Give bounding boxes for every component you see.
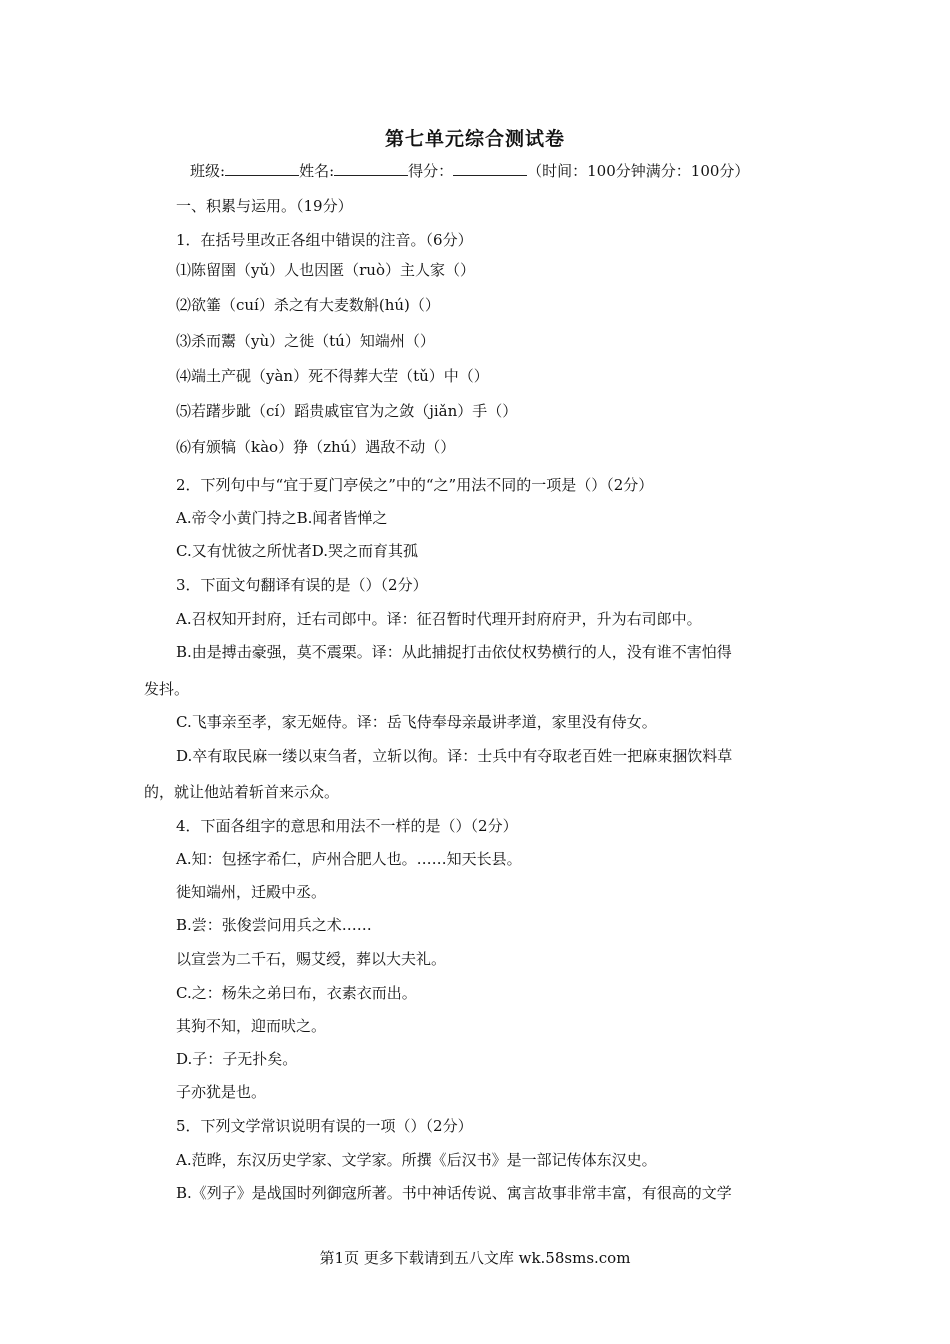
class-blank — [225, 161, 299, 176]
student-info-row — [190, 161, 749, 181]
question-4-line: 子亦犹是也。 — [176, 1083, 267, 1101]
question-3-option-b: B.由是搏击豪强，莫不震栗。译：从此捕捉打击依仗权势横行的人，没有谁不害怕得 — [176, 643, 732, 661]
question-4-line: A.知：包拯字希仁，庐州合肥人也。……知天长县。 — [176, 850, 522, 868]
question-4-line: D.子：子无扑矣。 — [176, 1050, 298, 1068]
question-3-option-d-cont: 的，就让他站着斩首来示众。 — [144, 783, 340, 801]
question-1-item: ⑵欲箠（cuí）杀之有大麦数斛(hú)（） — [176, 296, 440, 314]
question-3-option-a: A.召权知开封府，迁右司郎中。译：征召暂时代理开封府府尹，升为右司郎中。 — [176, 610, 702, 628]
question-2-stem: 2．下列句中与“宜于夏门亭侯之”中的“之”用法不同的一项是（）（2分） — [176, 476, 654, 494]
question-4-line: 其狗不知，迎而吠之。 — [176, 1017, 327, 1035]
question-5-stem: 5．下列文学常识说明有误的一项（）（2分） — [176, 1117, 473, 1135]
page-footer: 第1页 更多下载请到五八文库 wk.58sms.com — [319, 1249, 631, 1267]
exam-info: （时间：100分钟满分：100分） — [527, 162, 750, 180]
question-1-item: ⑶杀而鬻（yù）之徙（tú）知端州（） — [176, 332, 435, 350]
question-4-stem: 4．下面各组字的意思和用法不一样的是（）（2分） — [176, 817, 518, 835]
score-label: 得分： — [408, 162, 454, 180]
name-blank — [334, 161, 408, 176]
name-label: 姓名: — [299, 162, 335, 180]
question-1-stem: 1．在括号里改正各组中错误的注音。（6分） — [176, 231, 473, 249]
class-label: 班级: — [190, 162, 226, 180]
question-3-option-d: D.卒有取民麻一缕以束刍者，立斩以徇。译：士兵中有夺取老百姓一把麻束捆饮料草 — [176, 747, 733, 765]
question-2-options-cd: C.又有忧彼之所忧者D.哭之而育其孤 — [176, 542, 418, 560]
question-4-line: C.之：杨朱之弟曰布，衣素衣而出。 — [176, 984, 417, 1002]
page-title: 第七单元综合测试卷 — [384, 128, 565, 150]
question-3-option-c: C.飞事亲至孝，家无姬侍。译：岳飞侍奉母亲最讲孝道，家里没有侍女。 — [176, 713, 657, 731]
question-1-item: ⑸若躇步跐（cí）蹈贵戚宦官为之敛（jiǎn）手（） — [176, 402, 518, 420]
question-1-item: ⑹有颁犒（kào）狰（zhú）遇敌不动（） — [176, 438, 456, 456]
question-4-line: 以宣尝为二千石，赐艾绶，葬以大夫礼。 — [176, 950, 447, 968]
question-4-line: B.尝：张俊尝问用兵之术…… — [176, 916, 372, 934]
section-heading: 一、积累与运用。（19分） — [176, 197, 353, 215]
question-5-option-b: B.《列子》是战国时列御寇所著。书中神话传说、寓言故事非常丰富，有很高的文学 — [176, 1184, 732, 1202]
question-1-item: ⑴陈留圉（yǔ）人也因匿（ruò）主人家（） — [176, 261, 475, 279]
score-blank — [453, 161, 527, 176]
question-5-option-a: A.范晔，东汉历史学家、文学家。所撰《后汉书》是一部记传体东汉史。 — [176, 1151, 657, 1169]
question-4-line: 徙知端州，迁殿中丞。 — [176, 883, 327, 901]
question-3-option-b-cont: 发抖。 — [144, 680, 190, 698]
question-1-item: ⑷端土产砚（yàn）死不得葬大茔（tǔ）中（） — [176, 367, 489, 385]
question-2-options-ab: A.帝令小黄门持之B.闻者皆惮之 — [176, 509, 388, 527]
question-3-stem: 3．下面文句翻译有误的是（）（2分） — [176, 576, 428, 594]
